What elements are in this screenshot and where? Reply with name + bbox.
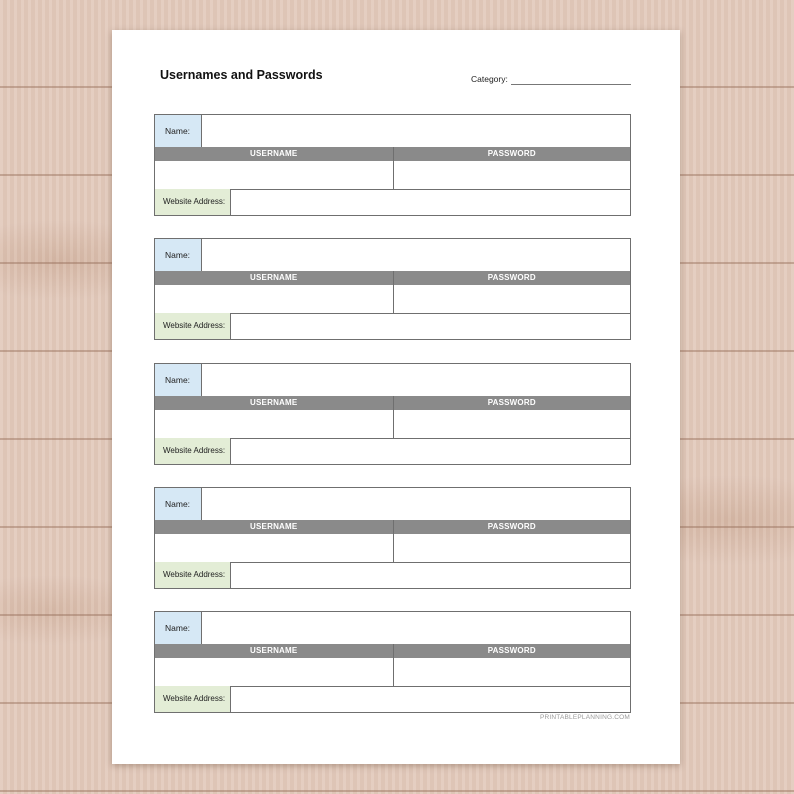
password-field[interactable] — [393, 534, 631, 562]
header-row — [155, 271, 630, 285]
name-label: Name: — [155, 364, 202, 396]
website-row — [155, 313, 630, 339]
name-row — [155, 612, 630, 645]
website-row — [155, 686, 630, 712]
website-label: Website Address: — [155, 686, 231, 712]
username-header: USERNAME — [250, 273, 298, 282]
website-label: Website Address: — [155, 438, 231, 464]
password-header: PASSWORD — [393, 396, 631, 410]
category-field[interactable] — [511, 84, 631, 85]
name-row — [155, 115, 630, 148]
username-field[interactable] — [155, 285, 393, 313]
website-label: Website Address: — [155, 313, 231, 339]
username-header: USERNAME — [250, 522, 298, 531]
account-entry-2 — [154, 238, 631, 340]
header-row — [155, 520, 630, 534]
website-row — [155, 438, 630, 464]
username-field[interactable] — [155, 534, 393, 562]
header-row — [155, 644, 630, 658]
password-header: PASSWORD — [393, 644, 631, 658]
footer-credit: PRINTABLEPLANNING.COM — [539, 714, 630, 721]
username-field[interactable] — [155, 658, 393, 686]
password-field[interactable] — [393, 658, 631, 686]
password-header: PASSWORD — [393, 147, 631, 161]
credentials-row — [155, 161, 630, 190]
website-row — [155, 562, 630, 588]
account-entry-4 — [154, 487, 631, 589]
credentials-row — [155, 410, 630, 439]
password-field[interactable] — [393, 161, 631, 189]
header-row — [155, 147, 630, 161]
username-field[interactable] — [155, 161, 393, 189]
username-header: USERNAME — [250, 149, 298, 158]
page-title: Usernames and Passwords — [160, 68, 323, 82]
name-label: Name: — [155, 612, 202, 644]
account-entry-1 — [154, 114, 631, 216]
password-header: PASSWORD — [393, 520, 631, 534]
account-entry-5 — [154, 611, 631, 713]
account-entry-3 — [154, 363, 631, 465]
name-row — [155, 488, 630, 521]
password-field[interactable] — [393, 285, 631, 313]
name-label: Name: — [155, 115, 202, 147]
name-row — [155, 239, 630, 272]
password-header: PASSWORD — [393, 271, 631, 285]
credentials-row — [155, 658, 630, 687]
header-row — [155, 396, 630, 410]
credentials-row — [155, 534, 630, 563]
category-label: Category: — [471, 74, 508, 84]
name-label: Name: — [155, 239, 202, 271]
name-row — [155, 364, 630, 397]
website-row — [155, 189, 630, 215]
printable-sheet — [112, 30, 680, 764]
username-header: USERNAME — [250, 398, 298, 407]
credentials-row — [155, 285, 630, 314]
name-label: Name: — [155, 488, 202, 520]
username-field[interactable] — [155, 410, 393, 438]
username-header: USERNAME — [250, 646, 298, 655]
password-field[interactable] — [393, 410, 631, 438]
website-label: Website Address: — [155, 189, 231, 215]
website-label: Website Address: — [155, 562, 231, 588]
